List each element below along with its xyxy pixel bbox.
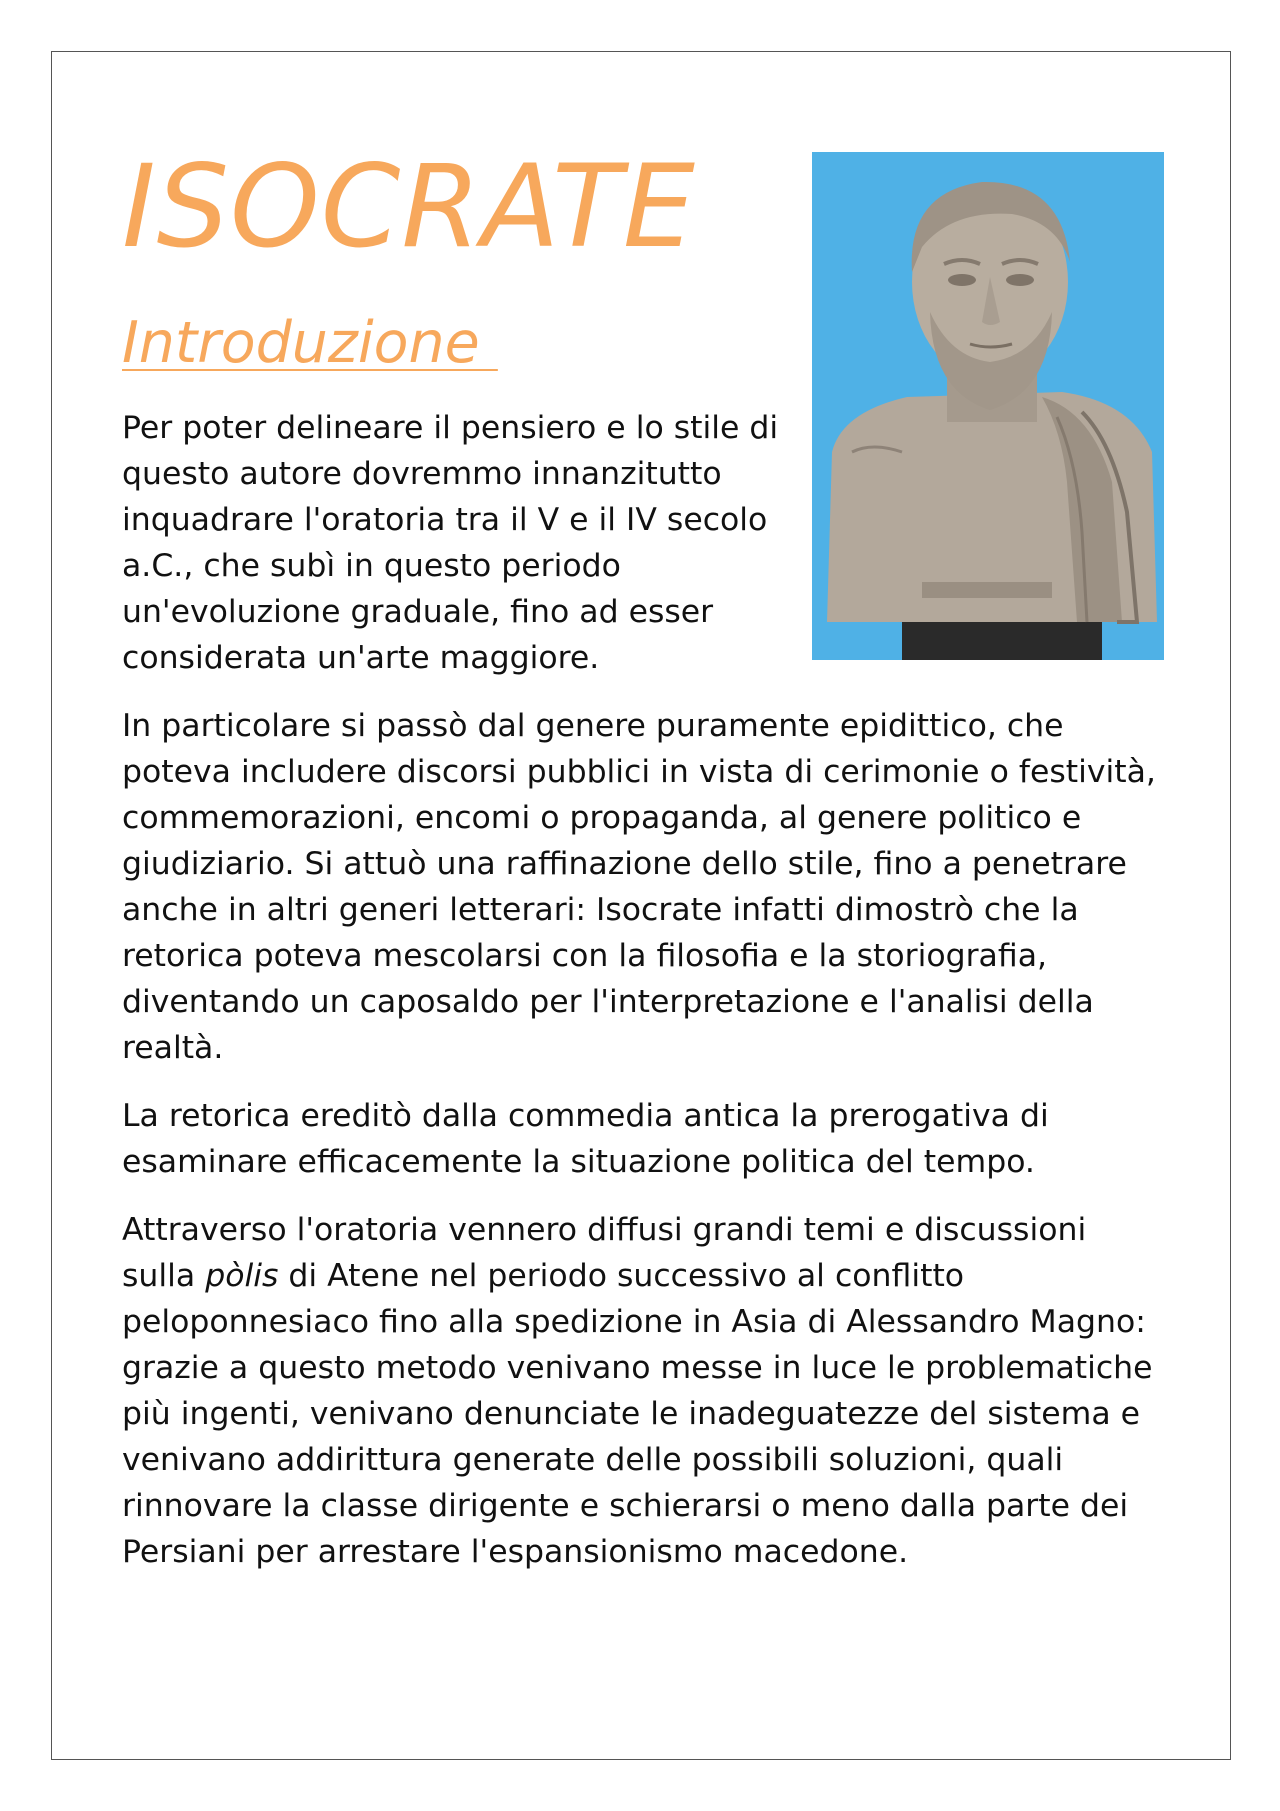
- page-title: ISOCRATE: [122, 140, 696, 273]
- polis-italic: pòlis: [205, 1257, 279, 1294]
- paragraph-polis: [122, 1207, 1167, 1575]
- paragraph-genres: In particolare si passò dal genere puramente epidittico, che poteva includere discorsi pubblici in vista di cerimonie o festività, commemorazioni, encomi o propaganda, al genere politico e giudiziario. Si attuò una raffinazione dello stile, fino a penetrare anche in altri generi letterari: Isocrate infatti dimostrò che la retorica poteva mescolarsi con la filosofia e la storiografia, diventando un caposaldo per l'interpretazione e l'analisi della realtà.: [122, 707, 1156, 1066]
- paragraph-polis-text-a: Attraverso l'oratoria vennero diffusi grandi temi e discussioni sulla: [122, 1211, 1087, 1294]
- document-body: [122, 140, 1167, 1575]
- paragraph-intro: Per poter delineare il pensiero e lo stile di questo autore dovremmo innanzitutto inquadrare l'oratoria tra il V e il IV secolo a.C., che subì in questo periodo un'evoluzione graduale, fino ad esser considerata un'arte maggiore.: [122, 409, 779, 676]
- paragraph-polis-text-b: di Atene nel periodo successivo al conflitto peloponnesiaco fino alla spedizione in Asia di Alessandro Magno: grazie a questo metodo venivano messe in luce le problematiche più ingenti, venivano denunciate le inadeguatezze del sistema e venivano addirittura generate delle possibili soluzioni, quali rinnovare la classe dirigente e schierarsi o meno dalla parte dei Persiani per arrestare l'espansionismo macedone.: [122, 1257, 1153, 1570]
- paragraph-commedia: La retorica ereditò dalla commedia antica la prerogativa di esaminare efficacemente la situazione politica del tempo.: [122, 1097, 1049, 1180]
- section-heading: Introduzione: [122, 310, 498, 376]
